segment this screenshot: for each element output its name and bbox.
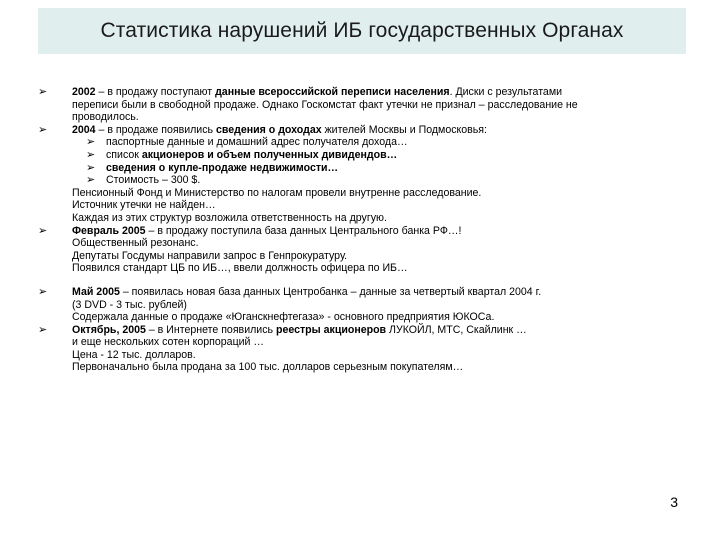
page-number: 3 xyxy=(670,494,678,510)
text: жителей Москвы и Подмосковья: xyxy=(324,123,487,136)
bold-text: акционеров и объем полученных дивидендов… xyxy=(141,148,398,161)
text: – в Интернете появились xyxy=(145,323,276,336)
text: Пенсионный Фонд и Министерство по налогам провели внутренне расследование. xyxy=(72,186,482,199)
text: Стоимость – 300 $. xyxy=(106,174,201,187)
bullet-item xyxy=(38,225,678,275)
bold-text: 2004 xyxy=(72,123,96,136)
text: Общественный резонанс. xyxy=(72,237,199,250)
arrowhead-bullet-icon: ➢ xyxy=(86,148,96,161)
bold-text: 2002 xyxy=(72,86,96,98)
text: ЛУКОЙЛ, МТС, Скайлинк … xyxy=(386,323,527,336)
bold-text: сведения о доходах xyxy=(215,123,325,136)
bold-text: сведения о купле-продаже недвижимости… xyxy=(106,161,339,174)
text: паспортные данные и домашний адрес получателя дохода… xyxy=(106,136,408,149)
bullet-item xyxy=(38,124,678,225)
text: Цена - 12 тыс. долларов. xyxy=(72,348,196,361)
text: Первоначально была продана за 100 тыс. долларов серьезным покупателям… xyxy=(72,361,464,374)
text-line xyxy=(72,286,678,299)
text-line xyxy=(72,99,678,112)
bold-text: Октябрь, 2005 xyxy=(72,323,146,336)
bold-text: Февраль 2005 xyxy=(72,224,146,237)
text-line xyxy=(72,199,678,212)
text: (3 DVD - 3 тыс. рублей) xyxy=(72,298,187,311)
text-line xyxy=(106,136,678,149)
text-line xyxy=(72,324,678,337)
text-line xyxy=(72,225,678,238)
slide-content xyxy=(38,86,678,374)
text: Каждая из этих структур возложила ответственность на другую. xyxy=(72,211,387,224)
text: и еще нескольких сотен корпораций … xyxy=(72,336,265,349)
bullet-item xyxy=(38,286,678,324)
text: Содержала данные о продаже «Юганскнефтегаза» - основного предприятия ЮКОСа. xyxy=(72,311,495,324)
text-line xyxy=(72,299,678,312)
text: – в продаже появились xyxy=(95,123,216,136)
text-line xyxy=(72,361,678,374)
arrowhead-bullet-icon: ➢ xyxy=(38,323,48,336)
text: переписи были в свободной продаже. Однако Госкомстат факт утечки не признал – расследование не xyxy=(72,98,578,111)
text: Депутаты Госдумы направили запрос в Генпрокуратуру. xyxy=(72,249,348,262)
text-line xyxy=(72,250,678,263)
text: . Диски с результатами xyxy=(449,86,563,98)
arrowhead-bullet-icon: ➢ xyxy=(38,224,48,237)
bold-text: данные всероссийской переписи населения xyxy=(215,86,450,98)
text: список xyxy=(106,148,142,161)
arrowhead-bullet-icon: ➢ xyxy=(38,285,48,298)
text-line xyxy=(72,262,678,275)
text-line xyxy=(72,86,678,99)
arrowhead-bullet-icon: ➢ xyxy=(38,86,48,98)
arrowhead-bullet-icon: ➢ xyxy=(86,136,96,149)
text: – в продажу поступают xyxy=(95,86,216,98)
arrowhead-bullet-icon: ➢ xyxy=(86,161,96,174)
text-line xyxy=(72,187,678,200)
sub-bullet-item xyxy=(72,136,678,149)
text: – в продажу поступила база данных Центрального банка РФ…! xyxy=(145,224,462,237)
bold-text: реестры акционеров xyxy=(275,323,387,336)
text-line xyxy=(72,124,678,137)
title-bar xyxy=(38,8,686,54)
sub-bullet-item xyxy=(72,162,678,175)
text-line xyxy=(72,336,678,349)
text-line xyxy=(72,237,678,250)
arrowhead-bullet-icon: ➢ xyxy=(38,123,48,136)
sub-bullet-item xyxy=(72,149,678,162)
text: проводилось. xyxy=(72,111,139,124)
text-line xyxy=(72,111,678,124)
sub-bullet-item xyxy=(72,174,678,187)
text-line xyxy=(72,311,678,324)
text: Появился стандарт ЦБ по ИБ…, ввели должность офицера по ИБ… xyxy=(72,262,408,275)
text-line xyxy=(106,149,678,162)
bullet-item xyxy=(38,86,678,124)
arrowhead-bullet-icon: ➢ xyxy=(86,174,96,187)
text: Источник утечки не найден… xyxy=(72,199,216,212)
bullet-item xyxy=(38,324,678,374)
text-line xyxy=(106,174,678,187)
slide-title: Статистика нарушений ИБ государственных Органах xyxy=(100,19,624,42)
bold-text: Май 2005 xyxy=(72,285,120,298)
text-line xyxy=(72,349,678,362)
text-line xyxy=(72,212,678,225)
text: – появилась новая база данных Центробанка – данные за четвертый квартал 2004 г. xyxy=(119,285,542,298)
text-line xyxy=(106,162,678,175)
